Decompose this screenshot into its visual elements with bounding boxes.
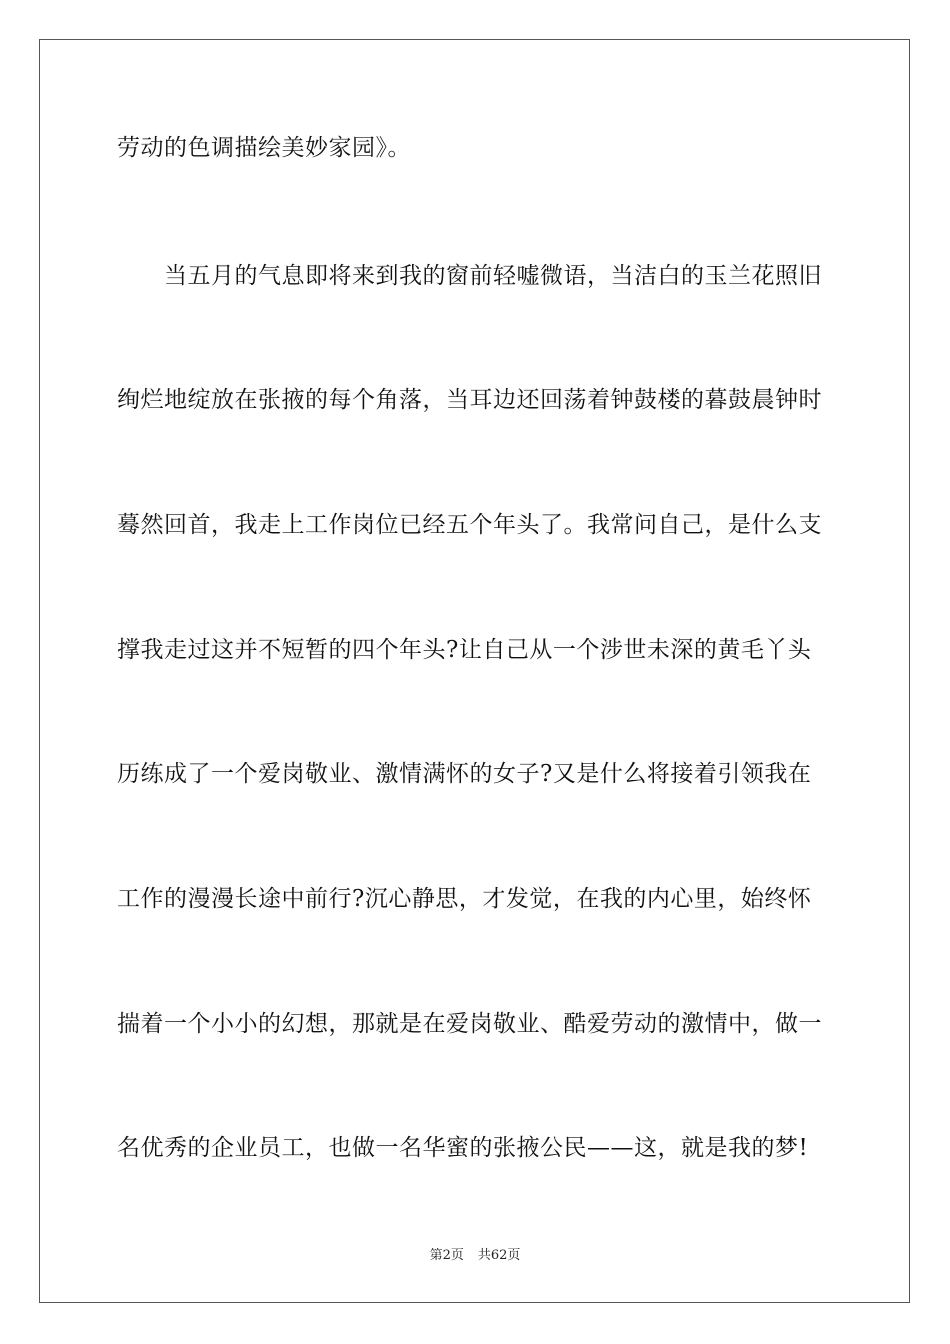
text-line: 历练成了一个爱岗敬业、激情满怀的女子?又是什么将接着引领我在 [117, 761, 812, 787]
page-border [39, 39, 910, 1303]
text-line: 当五月的气息即将来到我的窗前轻嘘微语，当洁白的玉兰花照旧 [117, 263, 822, 289]
text-line: 名优秀的企业员工，也做一名华蜜的张掖公民——这，就是我的梦! [117, 1135, 809, 1161]
text-line: 揣着一个小小的幻想，那就是在爱岗敬业、酷爱劳动的激情中，做一 [117, 1011, 822, 1037]
text-line: 绚烂地绽放在张掖的每个角落，当耳边还回荡着钟鼓楼的暮鼓晨钟时 [117, 387, 822, 413]
text-line: 撑我走过这并不短暂的四个年头?让自己从一个涉世未深的黄毛丫头 [117, 637, 812, 663]
text-line: 劳动的色调描绘美妙家园》。 [117, 135, 411, 161]
text-line: 工作的漫漫长途中前行?沉心静思，才发觉，在我的内心里，始终怀 [117, 886, 812, 912]
page-footer [0, 1247, 950, 1265]
text-line: 蓦然回首，我走上工作岗位已经五个年头了。我常问自己，是什么支 [117, 512, 822, 538]
page-number: 第2页 [429, 1248, 464, 1263]
page-total: 共62页 [477, 1248, 521, 1263]
